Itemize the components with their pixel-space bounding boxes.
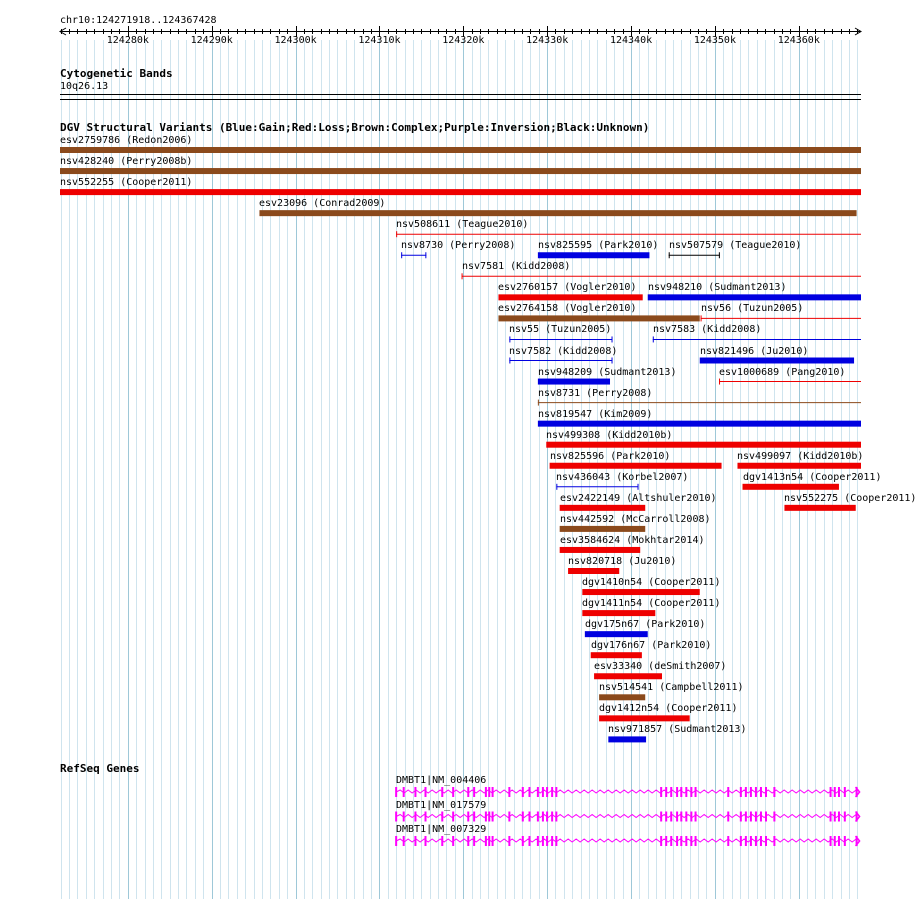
gene-exon (740, 836, 742, 846)
variant-label[interactable]: nsv552275 (Cooper2011) (784, 493, 916, 504)
gene-exon (760, 787, 762, 797)
gene-exon (522, 836, 524, 846)
gene-exon (403, 812, 405, 822)
gene-exon (695, 787, 697, 797)
gene-exon (546, 836, 548, 846)
variant-label[interactable]: nsv56 (Tuzun2005) (701, 303, 804, 314)
gene-exon (528, 812, 530, 822)
variant-label[interactable]: esv2759786 (Redon2006) (60, 135, 193, 146)
gene-exon (542, 836, 544, 846)
dgv-title: DGV Structural Variants (Blue:Gain;Red:Loss;Brown:Complex;Purple:Inversion;Black:Unknown) (60, 121, 650, 134)
gene-exon (403, 787, 405, 797)
gene-exon (745, 812, 747, 822)
gene-exon (665, 836, 667, 846)
gene-exon (395, 836, 397, 846)
variant-label[interactable]: esv3584624 (Mokhtar2014) (560, 535, 705, 546)
variant-label[interactable]: nsv8731 (Perry2008) (538, 388, 653, 399)
variant-label[interactable]: nsv971857 (Sudmant2013) (608, 724, 747, 735)
variant-label[interactable]: esv1000689 (Pang2010) (719, 367, 846, 378)
gene-exon (745, 787, 747, 797)
gene-exon (467, 812, 469, 822)
gene-exon (750, 812, 752, 822)
gene-exon (425, 836, 427, 846)
gene-exon (690, 836, 692, 846)
gene-exon (773, 812, 775, 822)
gene-exon (537, 836, 539, 846)
gene-exon (695, 812, 697, 822)
gene-exon (765, 812, 767, 822)
gene-exon (680, 836, 682, 846)
gene-exon (485, 787, 487, 797)
cytoband-label: 10q26.13 (60, 81, 109, 92)
variant-label[interactable]: nsv825596 (Park2010) (550, 451, 671, 462)
gene-exon (844, 836, 846, 846)
region-label: chr10:124271918..124367428 (60, 15, 217, 26)
gene-exon (755, 787, 757, 797)
gene-exon (542, 787, 544, 797)
gene-exon (508, 836, 510, 846)
gene-exon (750, 836, 752, 846)
gene-exon (441, 787, 443, 797)
gene-exon (830, 787, 832, 797)
tick-label: 124350k (693, 35, 736, 46)
variant-label[interactable]: nsv819547 (Kim2009) (538, 409, 653, 420)
gene-exon (488, 836, 490, 846)
gene-exon (834, 812, 836, 822)
gene-exon (727, 787, 729, 797)
tick-label: 124290k (190, 35, 233, 46)
gene-exon (528, 836, 530, 846)
gene-exon (727, 836, 729, 846)
gene-exon (546, 787, 548, 797)
variant-label[interactable]: esv23096 (Conrad2009) (259, 198, 386, 209)
tick-label: 124360k (777, 35, 820, 46)
gene-exon (546, 812, 548, 822)
variant-label[interactable]: nsv442592 (McCarroll2008) (560, 514, 711, 525)
gene-exon (765, 836, 767, 846)
gene-exon (740, 812, 742, 822)
gene-exon (834, 787, 836, 797)
gene-exon (690, 787, 692, 797)
variant-label[interactable]: nsv499308 (Kidd2010b) (546, 430, 673, 441)
variant-label[interactable]: nsv948209 (Sudmant2013) (538, 367, 677, 378)
gene-exon (485, 812, 487, 822)
gene-exon (425, 812, 427, 822)
variant-label[interactable]: nsv948210 (Sudmant2013) (648, 282, 787, 293)
variant-label[interactable]: nsv825595 (Park2010) (538, 240, 659, 251)
variant-label[interactable]: dgv1413n54 (Cooper2011) (743, 472, 882, 483)
gene-exon (745, 836, 747, 846)
variant-label[interactable]: nsv8730 (Perry2008) (401, 240, 516, 251)
variant-label[interactable]: nsv428240 (Perry2008b) (60, 156, 193, 167)
gene-exon (492, 812, 494, 822)
gene-exon (834, 836, 836, 846)
gene-exon (441, 836, 443, 846)
variant-label[interactable]: dgv176n67 (Park2010) (591, 640, 712, 651)
gene-exon (760, 836, 762, 846)
variant-label[interactable]: nsv436043 (Korbel2007) (556, 472, 689, 483)
gene-exon (695, 836, 697, 846)
gene-intron-line (396, 790, 856, 793)
gene-exon (755, 836, 757, 846)
refseq-title: RefSeq Genes (60, 762, 140, 775)
gene-exon (670, 836, 672, 846)
gene-exon (844, 812, 846, 822)
gene-exon (467, 787, 469, 797)
gene-exon (665, 787, 667, 797)
gene-label[interactable]: DMBT1|NM_017579 (396, 799, 487, 811)
tick-label: 124320k (442, 35, 485, 46)
gene-exon (488, 812, 490, 822)
tick-label: 124330k (526, 35, 569, 46)
gene-intron-line (396, 815, 856, 818)
gene-exon (528, 787, 530, 797)
gene-label[interactable]: DMBT1|NM_007329 (396, 824, 487, 835)
gene-exon (740, 787, 742, 797)
gene-exon (492, 836, 494, 846)
gene-exon (773, 836, 775, 846)
gene-exon (467, 836, 469, 846)
gene-exon (508, 812, 510, 822)
gene-exon (414, 812, 416, 822)
gene-exon (555, 812, 557, 822)
variant-label[interactable]: nsv552255 (Cooper2011) (60, 177, 193, 188)
gene-exon (551, 787, 553, 797)
variant-label[interactable]: nsv821496 (Ju2010) (700, 346, 809, 357)
gene-exon (830, 812, 832, 822)
gene-exon (680, 812, 682, 822)
gene-exon (670, 812, 672, 822)
gene-exon (838, 787, 840, 797)
gene-exon (838, 836, 840, 846)
gene-exon (395, 812, 397, 822)
gene-exon (425, 787, 427, 797)
gene-exon (755, 812, 757, 822)
gene-exon (844, 787, 846, 797)
gene-exon (414, 787, 416, 797)
gene-exon (508, 787, 510, 797)
tick-label: 124300k (274, 35, 317, 46)
gene-exon (551, 812, 553, 822)
gene-exon (522, 787, 524, 797)
gene-exon (750, 787, 752, 797)
gene-exon (414, 836, 416, 846)
variant-label[interactable]: nsv514541 (Campbell2011) (599, 682, 744, 693)
variant-label[interactable]: dgv175n67 (Park2010) (585, 619, 706, 630)
gene-intron-line (396, 839, 856, 842)
variant-label[interactable]: nsv7583 (Kidd2008) (653, 324, 762, 335)
gene-exon (452, 812, 454, 822)
gene-exon (676, 787, 678, 797)
variant-label[interactable]: esv2760157 (Vogler2010) (498, 282, 637, 293)
gene-exon (542, 812, 544, 822)
gene-exon (665, 812, 667, 822)
gene-exon (452, 836, 454, 846)
gene-exon (670, 787, 672, 797)
gene-exon (522, 812, 524, 822)
variant-label[interactable]: nsv508611 (Teague2010) (396, 219, 529, 230)
gene-exon (690, 812, 692, 822)
gene-exon (685, 836, 687, 846)
gene-exon (452, 787, 454, 797)
gene-exon (773, 787, 775, 797)
variant-label[interactable]: dgv1411n54 (Cooper2011) (582, 598, 721, 609)
gene-exon (660, 836, 662, 846)
gene-exon (551, 836, 553, 846)
gene-exon (727, 812, 729, 822)
tick-label: 124280k (106, 35, 149, 46)
gene-exon (488, 787, 490, 797)
variant-label[interactable]: nsv7581 (Kidd2008) (462, 261, 571, 272)
gene-exon (473, 812, 475, 822)
gene-exon (676, 812, 678, 822)
tick-label: 124340k (609, 35, 653, 46)
variant-label[interactable]: dgv1412n54 (Cooper2011) (599, 703, 738, 714)
gene-exon (555, 787, 557, 797)
gene-exon (395, 787, 397, 797)
gene-exon (660, 812, 662, 822)
gene-exon (676, 836, 678, 846)
gene-exon (441, 812, 443, 822)
gene-exon (473, 836, 475, 846)
variant-label[interactable]: nsv499097 (Kidd2010b) (737, 451, 864, 462)
variant-label[interactable]: nsv55 (Tuzun2005) (509, 324, 612, 335)
gene-exon (765, 787, 767, 797)
gene-exon (685, 787, 687, 797)
gene-exon (537, 812, 539, 822)
gene-exon (403, 836, 405, 846)
gene-exon (838, 812, 840, 822)
gene-label[interactable]: DMBT1|NM_004406 (396, 775, 487, 786)
gene-exon (680, 787, 682, 797)
gene-exon (830, 836, 832, 846)
variant-label[interactable]: esv2764158 (Vogler2010) (498, 303, 637, 314)
variant-label[interactable]: dgv1410n54 (Cooper2011) (582, 577, 721, 588)
gene-exon (492, 787, 494, 797)
gene-exon (485, 836, 487, 846)
variant-label[interactable]: esv33340 (deSmith2007) (594, 661, 727, 672)
gene-exon (660, 787, 662, 797)
variant-label[interactable]: esv2422149 (Altshuler2010) (560, 493, 717, 504)
gene-exon (473, 787, 475, 797)
gene-exon (685, 812, 687, 822)
variant-label[interactable]: nsv507579 (Teague2010) (669, 240, 802, 251)
variant-label[interactable]: nsv7582 (Kidd2008) (509, 346, 618, 357)
tick-label: 124310k (358, 35, 401, 46)
variant-label[interactable]: nsv820718 (Ju2010) (568, 556, 677, 567)
gene-exon (760, 812, 762, 822)
cytoband-title: Cytogenetic Bands (60, 67, 173, 80)
gene-exon (555, 836, 557, 846)
gene-exon (537, 787, 539, 797)
